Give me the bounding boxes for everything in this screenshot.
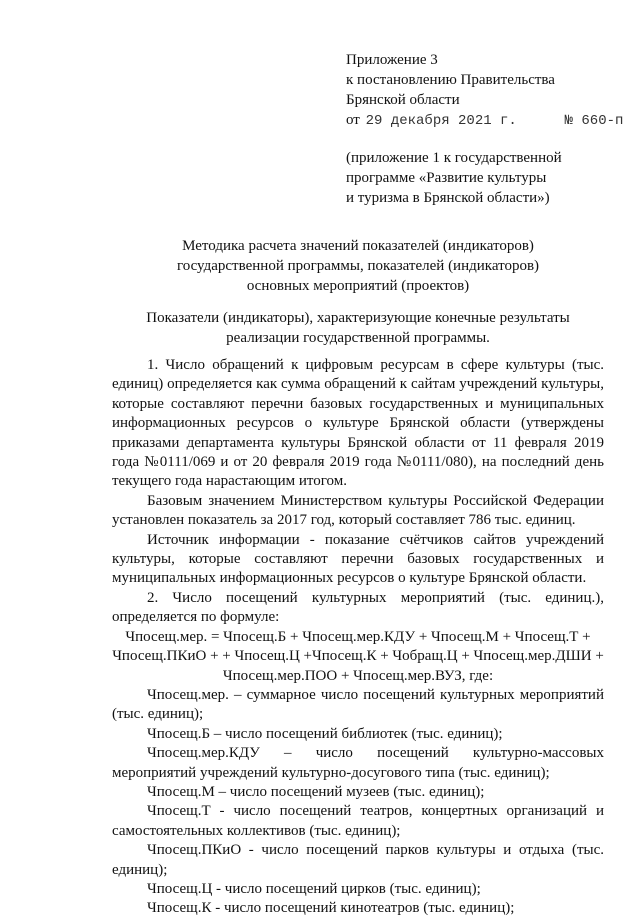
paragraph-digital-resources: 1. Число обращений к цифровым ресурсам в сфере культуры (тыс. единиц) определяется как сумма обращений к сайтам учреждений культуры, которые составляют перечни базовых государственных и муниципальных информационных ресурсов о культуре Брянской области (утверждены приказами департамента культуры Брянской области от 11 февраля 2019 года №0111/069 и от 20 февраля 2019 года №0111/080), на последний день текущего года нарастающим итогом. [112, 357, 604, 490]
document-body [112, 356, 604, 919]
appendix-decree: к постановлению Правительства [346, 72, 555, 88]
title-line-2: государственной программы, показателей (индикаторов) [176, 258, 540, 274]
formula: Чпосещ.мер. = Чпосещ.Б + Чпосещ.мер.КДУ + Чпосещ.М + Чпосещ.Т + Чпосещ.ПКиО + + Чпосещ.Ц +Чпосещ.К + Чобращ.Ц + Чпосещ.мер.ДШИ + Чпосещ.мер.ПОО + Чпосещ.мер.ВУЗ, где: [112, 628, 604, 684]
definition-theatres: Чпосещ.Т - число посещений театров, концертных организаций и самостоятельных коллективов (тыс. единиц); [112, 803, 604, 839]
note-line-1: (приложение 1 к государственной [346, 150, 562, 166]
appendix-title: Приложение 3 [346, 52, 438, 68]
definition-libraries: Чпосещ.Б – число посещений библиотек (тыс. единиц); [147, 725, 503, 742]
definition-parks: Чпосещ.ПКиО - число посещений парков культуры и отдыха (тыс. единиц); [112, 842, 604, 878]
definition-kdu: Чпосещ.мер.КДУ – число посещений культурно-массовых мероприятий учреждений культурно-досугового типа (тыс. единиц); [112, 745, 604, 781]
definition-museums: Чпосещ.М – число посещений музеев (тыс. единиц); [147, 783, 485, 800]
subtitle-line-1: Показатели (индикаторы), характеризующие конечные результаты [146, 310, 570, 326]
definition-circuses: Чпосещ.Ц - число посещений цирков (тыс. единиц); [147, 880, 481, 897]
from-label: от [346, 112, 360, 128]
definition-cinemas: Чпосещ.К - число посещений кинотеатров (тыс. единиц); [147, 900, 515, 917]
appendix-date-line [346, 110, 623, 131]
definition-total-visits: Чпосещ.мер. – суммарное число посещений культурных мероприятий (тыс. единиц); [112, 686, 604, 723]
paragraph-info-source: Источник информации - показание счётчиков сайтов учреждений культуры, которые составляют перечни базовых государственных и муниципальных информационных ресурсов о культуре Брянской области. [112, 531, 604, 587]
note-line-2: программе «Развитие культуры [346, 170, 547, 186]
subtitle-line-2: реализации государственной программы. [226, 330, 490, 346]
decree-number: № 660-п [564, 113, 624, 129]
title-line-1: Методика расчета значений показателей (индикаторов) [182, 238, 534, 254]
decree-date: 29 декабря 2021 г. [365, 113, 517, 129]
document-subtitle [38, 308, 640, 348]
appendix-region: Брянской области [346, 92, 460, 108]
paragraph-visits-intro: 2. Число посещений культурных мероприятий (тыс. единиц.), определяется по формуле: [112, 589, 604, 626]
note-line-3: и туризма в Брянской области») [346, 190, 550, 206]
paragraph-base-value: Базовым значением Министерством культуры Российской Федерации установлен показатель за 2017 год, который составляет 786 тыс. единиц. [112, 492, 604, 529]
title-line-3: основных мероприятий (проектов) [246, 278, 470, 294]
document-title [38, 236, 640, 296]
